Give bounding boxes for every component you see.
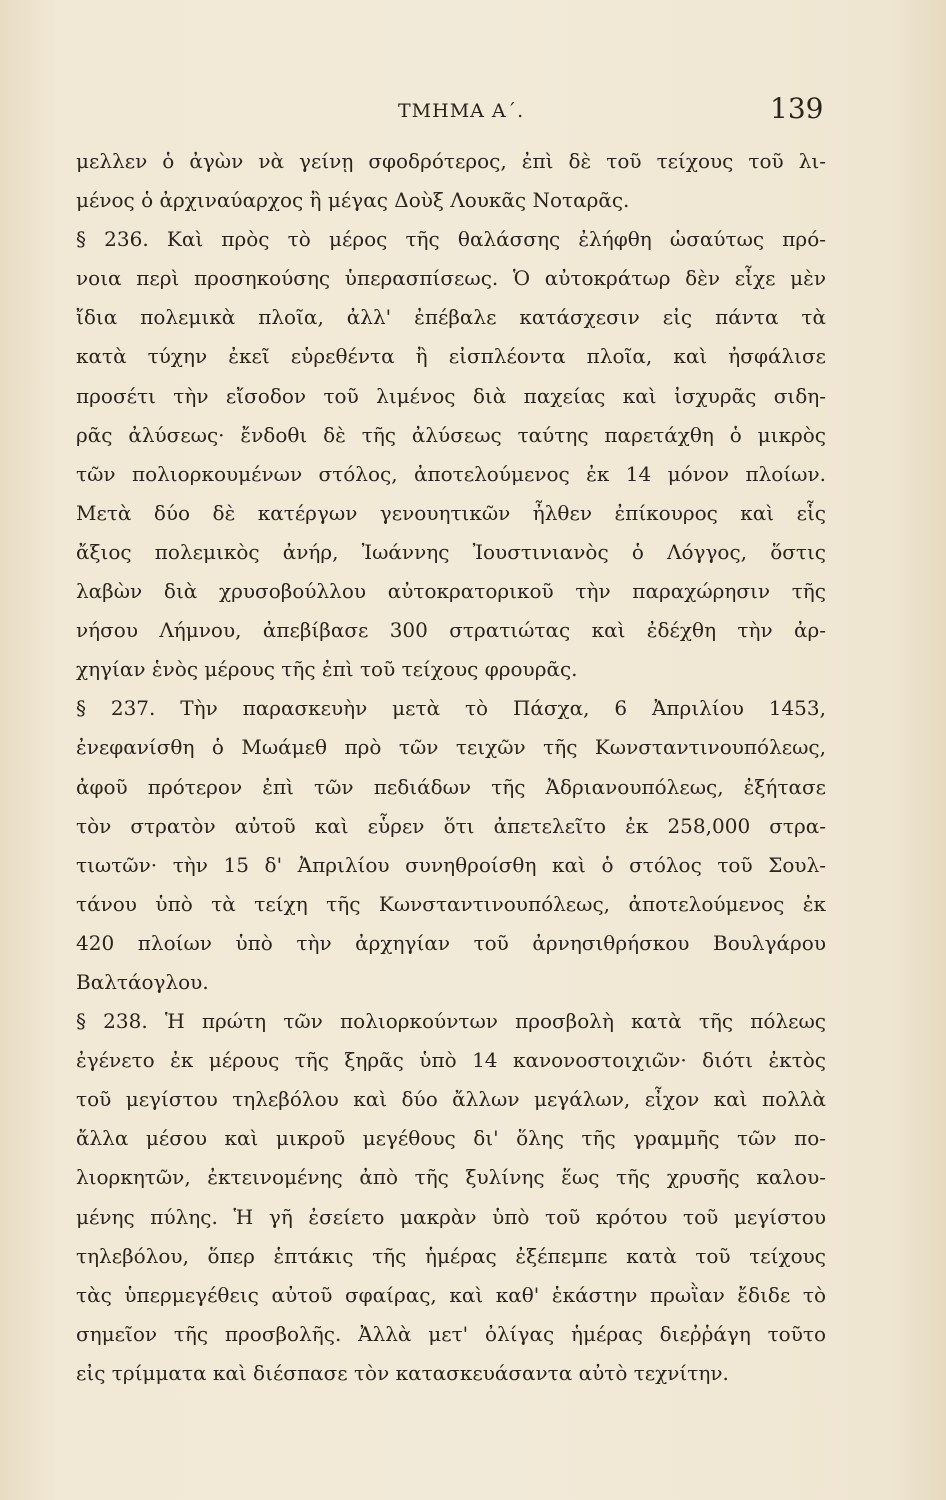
text-line: σημεῖον τῆς προσβολῆς. Ἀλλὰ μετ' ὀλίγας ἡμέρας διεῤῥάγη τοῦτο [76, 1321, 826, 1346]
text-line: μένος ὁ ἀρχιναύαρχος ἢ μέγας Δοὺξ Λουκᾶς Νοταρᾶς. [76, 188, 630, 213]
text-line: 420 πλοίων ὑπὸ τὴν ἀρχηγίαν τοῦ ἀρνησιθρήσκου Βουλγάρου [76, 930, 826, 955]
text-line: Μετὰ δύο δὲ κατέργων γενουητικῶν ἦλθεν ἐπίκουρος καὶ εἷς [76, 500, 826, 525]
text-line: ρᾶς ἀλύσεως· ἔνδοθι δὲ τῆς ἀλύσεως ταύτης παρετάχθη ὁ μικρὸς [76, 422, 826, 447]
text-line: ἄξιος πολεμικὸς ἀνήρ, Ἰωάννης Ἰουστινιανὸς ὁ Λόγγος, ὅστις [76, 539, 826, 564]
body-text [76, 142, 826, 1393]
text-line: νήσου Λήμνου, ἀπεβίβασε 300 στρατιώτας καὶ ἐδέχθη τὴν ἀρ- [76, 618, 826, 643]
text-line: χηγίαν ἑνὸς μέρους τῆς ἐπὶ τοῦ τείχους φρουρᾶς. [76, 657, 578, 682]
running-title: ΤΜΗΜΑ Α΄. [398, 100, 525, 122]
text-line: λαβὼν διὰ χρυσοβούλλου αὐτοκρατορικοῦ τὴν παραχώρησιν τῆς [76, 579, 826, 604]
text-line: προσέτι τὴν εἴσοδον τοῦ λιμένος διὰ παχείας καὶ ἰσχυρᾶς σιδη- [76, 383, 826, 408]
text-line: νοια περὶ προσηκούσης ὑπερασπίσεως. Ὁ αὐτοκράτωρ δὲν εἶχε μὲν [76, 266, 826, 291]
text-line: εἰς τρίμματα καὶ διέσπασε τὸν κατασκευάσαντα αὐτὸ τεχνίτην. [76, 1360, 729, 1385]
text-line: Βαλτάογλου. [76, 969, 209, 994]
text-line: λιορκητῶν, ἐκτεινομένης ἀπὸ τῆς ξυλίνης ἕως τῆς χρυσῆς καλου- [76, 1165, 826, 1190]
text-line: ἴδια πολεμικὰ πλοῖα, ἀλλ' ἐπέβαλε κατάσχεσιν εἰς πάντα τὰ [76, 305, 826, 330]
text-line: τάνου ὑπὸ τὰ τείχη τῆς Κωνσταντινουπόλεως, ἀποτελούμενος ἐκ [76, 891, 826, 916]
text-line: ἐγένετο ἐκ μέρους τῆς ξηρᾶς ὑπὸ 14 κανονοστοιχιῶν· διότι ἐκτὸς [76, 1048, 826, 1073]
page-header [0, 92, 946, 132]
text-line: § 237. Τὴν παρασκευὴν μετὰ τὸ Πάσχα, 6 Ἀπριλίου 1453, [76, 696, 826, 721]
text-line: τῶν πολιορκουμένων στόλος, ἀποτελούμενος ἐκ 14 μόνον πλοίων. [76, 461, 826, 486]
text-line: § 238. Ἡ πρώτη τῶν πολιορκούντων προσβολὴ κατὰ τῆς πόλεως [76, 1009, 826, 1034]
text-line: μελλεν ὁ ἀγὼν νὰ γείνῃ σφοδρότερος, ἐπὶ δὲ τοῦ τείχους τοῦ λι- [76, 149, 826, 173]
text-line: ἐνεφανίσθη ὁ Μωάμεθ πρὸ τῶν τειχῶν τῆς Κωνσταντινουπόλεως, [76, 735, 826, 760]
page-number: 139 [770, 92, 824, 125]
text-line: τὸν στρατὸν αὐτοῦ καὶ εὗρεν ὅτι ἀπετελεῖτο ἐκ 258,000 στρα- [76, 813, 826, 838]
text-line: μένης πύλης. Ἡ γῆ ἐσείετο μακρὰν ὑπὸ τοῦ κρότου τοῦ μεγίστου [76, 1204, 826, 1229]
text-line: ἀφοῦ πρότερον ἐπὶ τῶν πεδιάδων τῆς Ἀδριανουπόλεως, ἐξήτασε [76, 774, 826, 799]
text-line: κατὰ τύχην ἐκεῖ εὑρεθέντα ἢ εἰσπλέοντα πλοῖα, καὶ ἠσφάλισε [76, 344, 826, 369]
text-line: τιωτῶν· τὴν 15 δ' Ἀπριλίου συνηθροίσθη καὶ ὁ στόλος τοῦ Σουλ- [76, 852, 826, 877]
text-line: τὰς ὑπερμεγέθεις αὐτοῦ σφαίρας, καὶ καθ' ἑκάστην πρωῒαν ἔδιδε τὸ [76, 1282, 826, 1307]
text-line: τοῦ μεγίστου τηλεβόλου καὶ δύο ἄλλων μεγάλων, εἶχον καὶ πολλὰ [76, 1087, 826, 1112]
text-line: ἄλλα μέσου καὶ μικροῦ μεγέθους δι' ὅλης τῆς γραμμῆς τῶν πο- [76, 1126, 826, 1151]
text-line: τηλεβόλου, ὅπερ ἑπτάκις τῆς ἡμέρας ἐξέπεμπε κατὰ τοῦ τείχους [76, 1243, 826, 1268]
text-line: § 236. Καὶ πρὸς τὸ μέρος τῆς θαλάσσης ἐλήφθη ὡσαύτως πρό- [76, 227, 826, 252]
